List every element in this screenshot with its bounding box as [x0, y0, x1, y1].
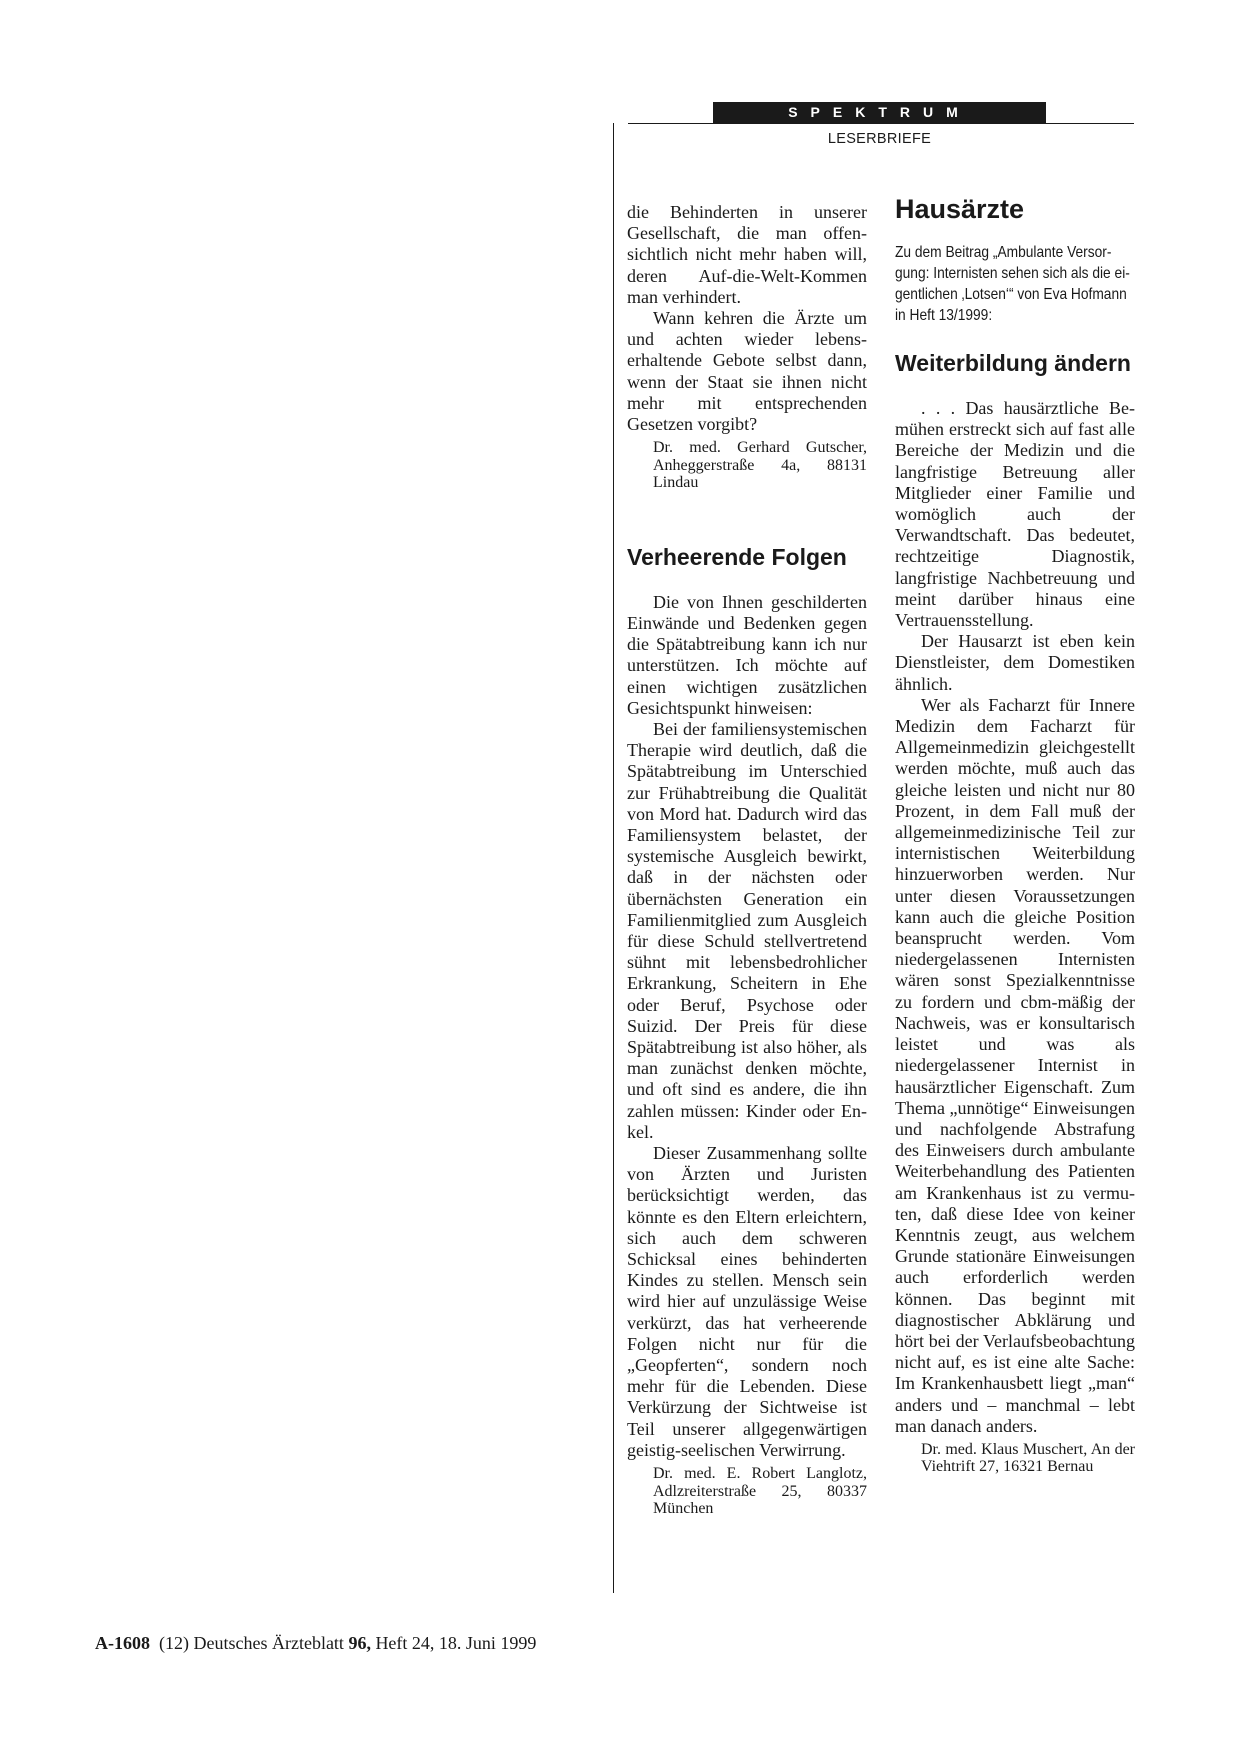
left-column — [627, 202, 867, 1518]
letter-signature: Dr. med. Gerhard Gutscher, Anheggerstraße 4a, 88131 Lindau — [653, 439, 867, 492]
footer-issue-date: Heft 24, 18. Juni 1999 — [375, 1633, 537, 1653]
letter-paragraph: Bei der familiensystemischen Therapie wird deutlich, daß die Spätabtreibung im Unterschied zur Frühabtreibung die Qualität von Mord hat. Dadurch wird das Familiensystem belastet, der systemische Ausgleich bewirkt, daß in der nächsten oder übernächsten Generation ein Familienmitglied zum Ausgleich für diese Schuld stellvertretend sühnt mit lebensbedrohlicher Erkrankung, Scheitern in Ehe oder Beruf, Psychose oder Suizid. Der Preis für diese Spätabtreibung ist also höher, als man zunächst denken möchte, und oft sind es andere, die ihn zahlen müssen: Kinder oder Enkel. — [627, 718, 867, 1142]
footer-journal: (12) Deutsches Ärzteblatt — [159, 1633, 344, 1653]
letter-headline: Verheerende Folgen — [627, 543, 847, 570]
page-footer — [95, 1633, 536, 1654]
page-number: A-1608 — [95, 1633, 150, 1653]
letter-headline: Weiterbildung ändern — [895, 350, 1131, 376]
letter-paragraph: Der Hausarzt ist eben kein Dienstleister, dem Domestiken ähnlich. — [895, 631, 1135, 694]
letter-paragraph: Wann kehren die Ärzte um und achten wieder lebenserhaltende Gebote selbst dann, wenn der Staat sie ihnen nicht mehr mit entsprechenden Gesetzen vorgibt? — [627, 308, 867, 435]
letter-paragraph: Die von Ihnen geschilderten Einwände und Bedenken gegen die Spätabtreibung kann ich nur unterstützen. Ich möchte auf einen wichtigen zusätzlichen Gesichtspunkt hinweisen: — [627, 591, 867, 718]
section-subtitle: LESERBRIEFE — [827, 131, 932, 147]
article-reference: Zu dem Beitrag „Ambulante Versorgung: Internisten sehen sich als die eigentlichen ‚Lotsen‘“ von Eva Hofmann in Heft 13/1999: — [895, 244, 1130, 324]
footer-volume: 96, — [348, 1633, 371, 1653]
letter-paragraph: . . . Das hausärztliche Bemühen erstreckt sich auf fast alle Bereiche der Medizin und die langfristige Betreuung aller Mitglieder einer Familie und womöglich auch der Verwandtschaft. Das bedeutet, rechtzeitige Diagnostik, langfristige Nachbetreuung und meint darüber hinaus eine Vertrauensstellung. — [895, 398, 1135, 631]
right-column — [895, 196, 1135, 1476]
letter-paragraph: die Behinderten in unserer Gesellschaft, die man offensichtlich nicht mehr haben will, deren Auf-die-Welt-Kommen man verhindert. — [627, 202, 867, 307]
topic-headline: Hausärzte — [895, 194, 1025, 224]
letter-paragraph: Wer als Facharzt für Innere Medizin dem Facharzt für Allgemeinmedizin gleichgestellt werden möchte, muß auch das gleiche leisten und nicht nur 80 Prozent, in dem Fall muß der allgemeinmedizinische Teil zur internistischen Weiterbildung hinzuerworben werden. Nur unter diesen Voraussetzungen kann auch die gleiche Position beansprucht werden. Vom niedergelassenen Internisten wären sonst Spezialkenntnisse zu fordern und cbm-mäßig der Nachweis, was er konsultarisch leistet und was als niedergelassener Internist in hausärztlicher Eigenschaft. Zum Thema „unnötige“ Einweisungen und nachfolgende Abstrafung des Einweisers durch ambulante Weiterbehandlung des Patienten am Krankenhaus ist zu vermuten, daß diese Idee von keiner Kenntnis zeugt, aus welchem Grunde stationäre Einweisungen auch erforderlich werden können. Das beginnt mit diagnostischer Abklärung und hört bei der Verlaufsbeobachtung nicht auf, es ist eine alte Sache: Im Krankenhausbett liegt „man“ anders und – manchmal – lebt man danach anders. — [895, 694, 1135, 1436]
column-divider — [613, 123, 614, 1593]
header-rule — [628, 123, 1134, 124]
letter-paragraph: Dieser Zusammenhang sollte von Ärzten und Juristen berücksichtigt werden, das könnte es den Eltern erleichtern, sich auch dem schweren Schicksal eines behinderten Kindes zu stellen. Mensch sein wird hier auf unzulässige Weise verkürzt, das hat verheerende Folgen nicht nur für die „Geopferten“, sondern noch mehr für die Lebenden. Diese Verkürzung der Sichtweise ist Teil unserer allgegenwärtigen geistig-seelischen Verwirrung. — [627, 1143, 867, 1460]
letter-signature: Dr. med. E. Robert Langlotz, Adlzreiterstraße 25, 80337 München — [653, 1465, 867, 1518]
section-header-label: SPEKTRUM — [788, 104, 971, 120]
letter-signature: Dr. med. Klaus Muschert, An der Viehtrift 27, 16321 Bernau — [921, 1440, 1135, 1476]
